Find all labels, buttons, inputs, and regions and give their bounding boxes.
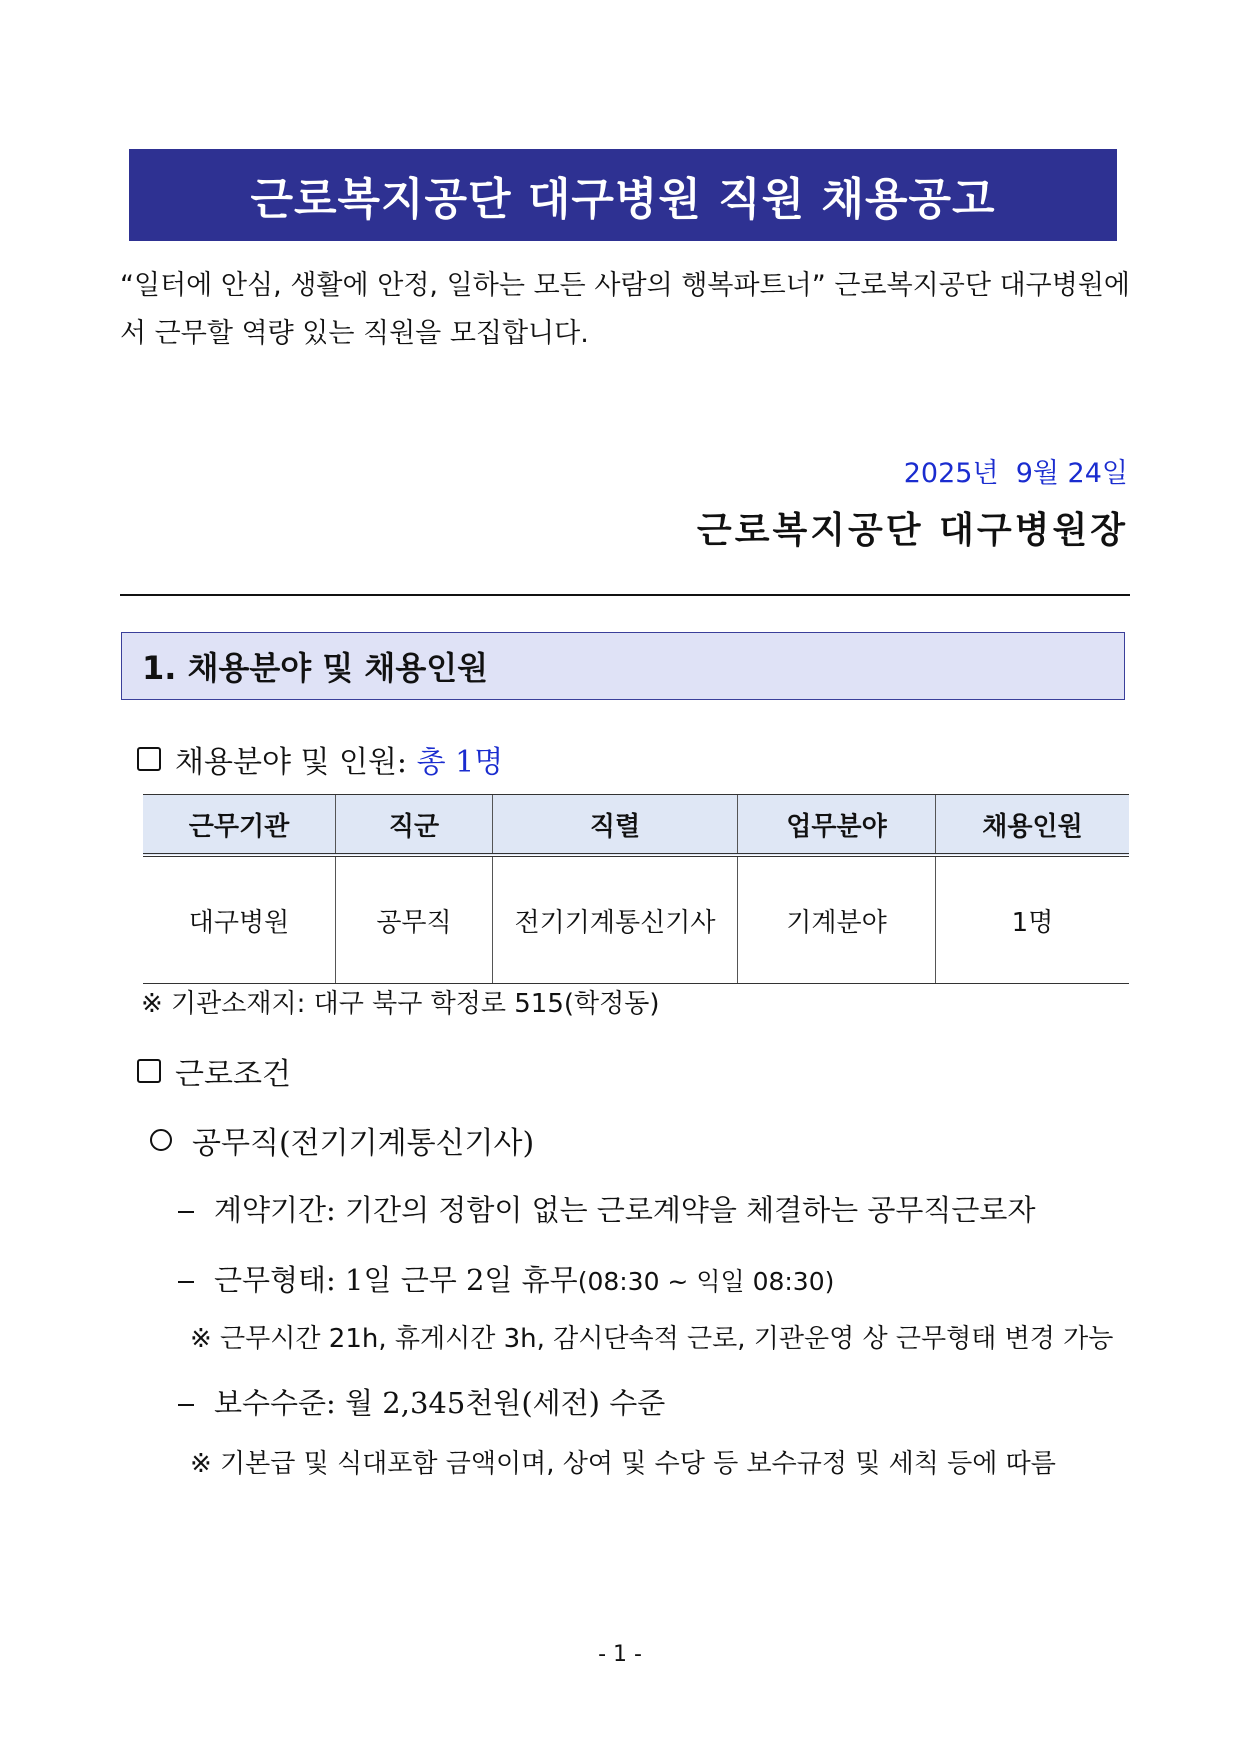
dash-icon [178,1281,194,1283]
table-cell: 전기기계통신기사 [493,855,738,984]
work-type-hours: (08:30 ~ 익일 08:30) [577,1267,835,1296]
recruit-total: 총 1명 [416,745,504,780]
table-header-row [143,795,1129,856]
conditions-heading-label: 근로조건 [175,1057,291,1092]
page-number: - 1 - [598,1642,642,1667]
contract-text: 계약기간: 기간의 정함이 없는 근로계약을 체결하는 공무직근로자 [214,1193,1036,1227]
signer-name: 근로복지공단 대구병원장 [696,510,1128,551]
conditions-subheading [150,1118,534,1162]
checkbox-square-icon [137,747,161,771]
table-cell: 기계분야 [738,855,936,984]
table-header: 업무분야 [738,795,936,856]
dash-icon [178,1404,194,1406]
recruit-table [143,794,1129,984]
conditions-subheading-label: 공무직(전기기계통신기사) [192,1126,535,1161]
conditions-heading [137,1049,291,1093]
recruit-field-label: 채용분야 및 인원: [175,745,408,780]
circle-bullet-icon [150,1129,172,1151]
table-cell: 1명 [936,855,1130,984]
table-header: 직렬 [493,795,738,856]
contract-item [178,1188,1035,1229]
table-header: 직군 [336,795,493,856]
table-cell: 대구병원 [143,855,336,984]
table-row [143,855,1129,984]
section-heading: 1. 채용분야 및 채용인원 [121,632,1125,700]
page-title: 근로복지공단 대구병원 직원 채용공고 [129,149,1117,241]
table-header: 근무기관 [143,795,336,856]
recruit-field-heading [137,737,503,781]
divider [120,594,1130,596]
pay-item [178,1381,665,1422]
work-type-item [178,1258,834,1299]
dash-icon [178,1211,194,1213]
location-note: ※ 기관소재지: 대구 북구 학정로 515(학정동) [141,989,660,1019]
pay-text: 보수수준: 월 2,345천원(세전) 수준 [214,1386,666,1420]
announcement-date: 2025년 9월 24일 [903,458,1128,489]
work-type-text: 근무형태: 1일 근무 2일 휴무 [214,1263,578,1297]
pay-note: ※ 기본급 및 식대포함 금액이며, 상여 및 수당 등 보수규정 및 세칙 등에 따름 [190,1449,1056,1479]
table-cell: 공무직 [336,855,493,984]
intro-text: “일터에 안심, 생활에 안정, 일하는 모든 사람의 행복파트너” 근로복지공단 대구병원에서 근무할 역량 있는 직원을 모집합니다. [120,270,1130,349]
table-header: 채용인원 [936,795,1130,856]
work-note: ※ 근무시간 21h, 휴게시간 3h, 감시단속적 근로, 기관운영 상 근무형태 변경 가능 [190,1324,1114,1354]
checkbox-square-icon [137,1059,161,1083]
